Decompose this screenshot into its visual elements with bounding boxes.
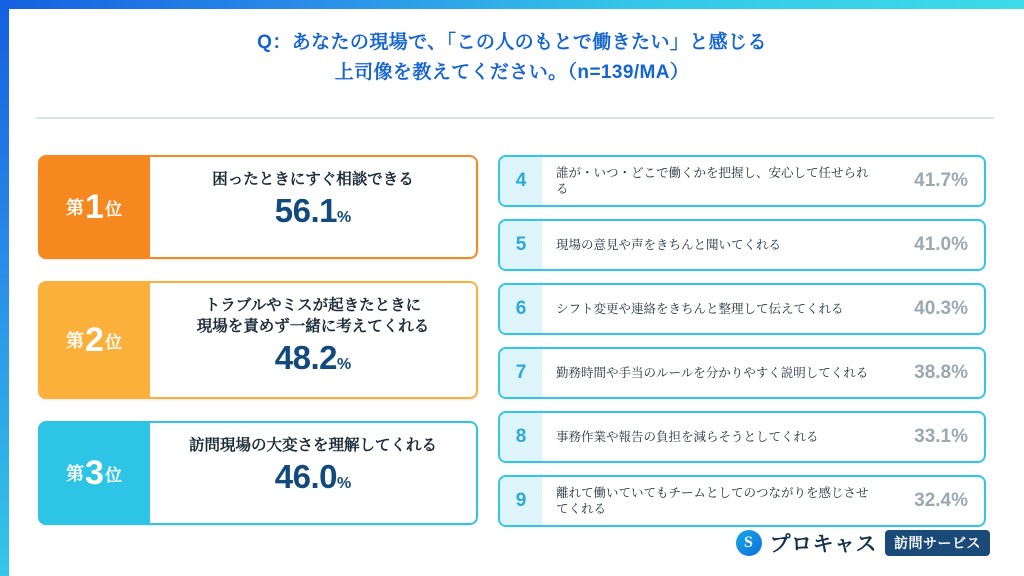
title-divider [36, 117, 994, 119]
rank-number: 2 [85, 321, 104, 359]
rank-badge-3 [38, 421, 150, 525]
rank-label-2-line1: トラブルやミスが起きたときに [204, 297, 422, 314]
rank-value-unit-2: % [337, 356, 352, 373]
brand-logo [736, 528, 991, 558]
list-item-rank: 4 [500, 157, 542, 205]
rank-label-3: 訪問現場の大変さを理解してくれる [188, 437, 437, 454]
rank-prefix: 第 [66, 464, 85, 484]
rank-card-1 [38, 155, 478, 259]
rank-value-3 [160, 460, 466, 493]
list-item [498, 475, 986, 527]
list-item-value: 41.0% [914, 234, 968, 255]
list-item-rank: 5 [500, 221, 542, 269]
list-item-label: 現場の意見や声をきちんと聞いてくれる [556, 238, 782, 252]
list-item-rank: 9 [500, 477, 542, 525]
list-item [498, 155, 986, 207]
left-gradient-strip [0, 9, 9, 576]
rank-suffix: 位 [104, 199, 122, 219]
list-item-label: 誰が・いつ・どこで働くかを把握し、安心して任せられる [556, 166, 869, 196]
title-line-1: Q：あなたの現場で、「この人のもとで働きたい」と感じる [257, 32, 767, 53]
list-item [498, 283, 986, 335]
rank-number: 3 [85, 454, 104, 492]
rank-value-number-3: 46.0 [274, 458, 337, 495]
list-item-value: 33.1% [914, 426, 968, 447]
rank-list [498, 155, 986, 539]
rank-label-2-line2: 現場を責めず一緒に考えてくれる [196, 318, 430, 335]
list-item-value: 32.4% [914, 490, 968, 511]
logo-service-badge: 訪問サービス [885, 530, 990, 556]
top-rank-cards [38, 155, 478, 547]
list-item-label: シフト変更や連絡をきちんと整理して伝えてくれる [556, 302, 844, 316]
list-item [498, 347, 986, 399]
logo-wordmark: プロキャス [769, 533, 877, 556]
page-title [0, 28, 1024, 88]
rank-prefix: 第 [66, 331, 85, 351]
rank-card-2 [38, 281, 478, 399]
list-item-label: 事務作業や報告の負担を減らそうとしてくれる [556, 430, 819, 444]
rank-badge-2 [38, 281, 150, 399]
rank-label-1: 困ったときにすぐ相談できる [212, 171, 414, 188]
rank-body-2 [150, 281, 478, 399]
rank-suffix: 位 [104, 465, 122, 485]
list-item-rank: 7 [500, 349, 542, 397]
list-item [498, 411, 986, 463]
rank-body-1 [150, 155, 478, 259]
list-item-value: 40.3% [914, 298, 968, 319]
logo-circle-icon: S [736, 530, 762, 556]
rank-value-number-1: 56.1 [274, 192, 337, 229]
rank-value-number-2: 48.2 [274, 339, 337, 376]
list-item-rank: 8 [500, 413, 542, 461]
list-item-label: 離れて働いていてもチームとしてのつながりを感じさせてくれる [556, 486, 869, 516]
list-item-value: 41.7% [914, 170, 968, 191]
rank-card-3 [38, 421, 478, 525]
title-line-2: 上司像を教えてください。（n=139/MA） [334, 62, 690, 83]
list-item-label: 勤務時間や手当のルールを分かりやすく説明してくれる [556, 366, 869, 380]
list-item [498, 219, 986, 271]
top-gradient-bar [0, 0, 1024, 9]
list-item-value: 38.8% [914, 362, 968, 383]
rank-badge-1 [38, 155, 150, 259]
rank-body-3 [150, 421, 478, 525]
rank-prefix: 第 [66, 198, 85, 218]
rank-suffix: 位 [104, 332, 122, 352]
list-item-rank: 6 [500, 285, 542, 333]
rank-value-2 [160, 341, 466, 374]
rank-value-unit-3: % [337, 475, 352, 492]
rank-value-unit-1: % [337, 209, 352, 226]
rank-number: 1 [85, 188, 104, 226]
rank-value-1 [160, 194, 466, 227]
